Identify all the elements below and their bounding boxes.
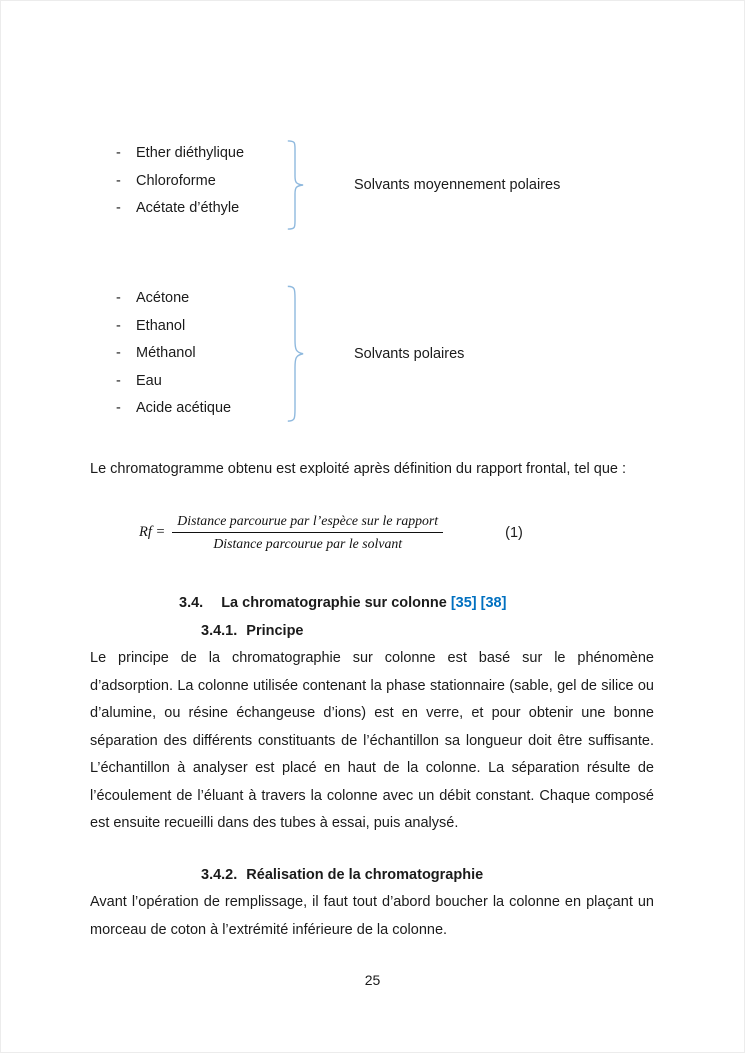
list-item	[90, 340, 286, 368]
list-item	[90, 140, 286, 168]
section-title: La chromatographie sur colonne	[221, 595, 451, 611]
section-heading-3-4-1	[90, 618, 654, 646]
dash-bullet: -	[116, 345, 121, 361]
intro-paragraph: Le chromatogramme obtenu est exploité après définition du rapport frontal, tel que :	[90, 460, 627, 477]
curly-brace-icon	[286, 140, 304, 230]
section-title: Réalisation de la chromatographie	[246, 866, 484, 883]
solvent-name: Acétone	[136, 290, 190, 306]
solvent-name: Acétate d’éthyle	[136, 200, 240, 216]
equation-number: (1)	[505, 524, 523, 541]
solvent-list	[90, 285, 286, 423]
section-number: 3.4.2.	[201, 866, 238, 883]
page-number: 25	[364, 972, 381, 988]
solvent-name: Acide acétique	[136, 400, 232, 416]
section-heading-3-4-2	[90, 862, 654, 890]
solvent-name: Ether diéthylique	[136, 145, 245, 161]
list-item	[90, 285, 286, 313]
dash-bullet: -	[116, 372, 121, 389]
citation-refs: [35] [38]	[450, 595, 507, 611]
paragraph-principe: Le principe de la chromatographie sur colonne est basé sur le phénomène d’adsorption. La colonne utilisée contenant la phase stationnaire (sable, gel de silice ou d’alumine, ou résine échangeuse d’ions) est en verre, et pour obtenir une bonne séparation des différents constituants de l’échantillon sa longueur doit être suffisante. L’échantillon à analyser est placé en haut de la colonne. La séparation résulte de l’écoulement de l’éluant à travers la colonne avec un débit constant. Chaque composé est ensuite recueilli dans des tubes à essai, puis analysé.	[90, 650, 654, 831]
list-item	[90, 313, 286, 341]
solvent-name: Ethanol	[136, 317, 186, 334]
curly-brace-icon	[286, 285, 304, 423]
rf-formula	[139, 513, 654, 552]
solvent-list	[90, 140, 286, 230]
solvent-name: Eau	[136, 372, 162, 389]
paragraph-realisation: Avant l’opération de remplissage, il faut tout d’abord boucher la colonne en plaçant un morceau de coton à l’extrémité inférieure de la colonne.	[90, 894, 654, 938]
section-number: 3.4.1.	[201, 622, 238, 639]
fraction-numerator: Distance parcourue par l’espèce sur le rapport	[172, 513, 443, 533]
dash-bullet: -	[116, 317, 121, 334]
dash-bullet: -	[116, 200, 121, 216]
list-item	[90, 395, 286, 423]
list-item	[90, 368, 286, 396]
page-content	[1, 1, 744, 944]
solvent-group-medium-polar	[90, 140, 654, 230]
solvent-name: Méthanol	[136, 345, 196, 361]
list-item	[90, 168, 286, 196]
formula-fraction	[172, 513, 443, 552]
dash-bullet: -	[116, 172, 121, 189]
list-item	[90, 195, 286, 223]
solvent-group-polar	[90, 285, 654, 423]
section-number: 3.4.	[179, 595, 204, 611]
solvent-group-label: Solvants polaires	[354, 345, 465, 362]
dash-bullet: -	[116, 400, 121, 416]
solvent-group-label: Solvants moyennement polaires	[354, 177, 561, 193]
dash-bullet: -	[116, 145, 121, 161]
solvent-name: Chloroforme	[136, 172, 216, 189]
fraction-denominator: Distance parcourue par le solvant	[213, 536, 403, 551]
formula-lhs: Rf =	[139, 524, 166, 540]
section-title: Principe	[246, 622, 304, 639]
section-heading-3-4	[90, 590, 654, 618]
dash-bullet: -	[116, 290, 121, 306]
